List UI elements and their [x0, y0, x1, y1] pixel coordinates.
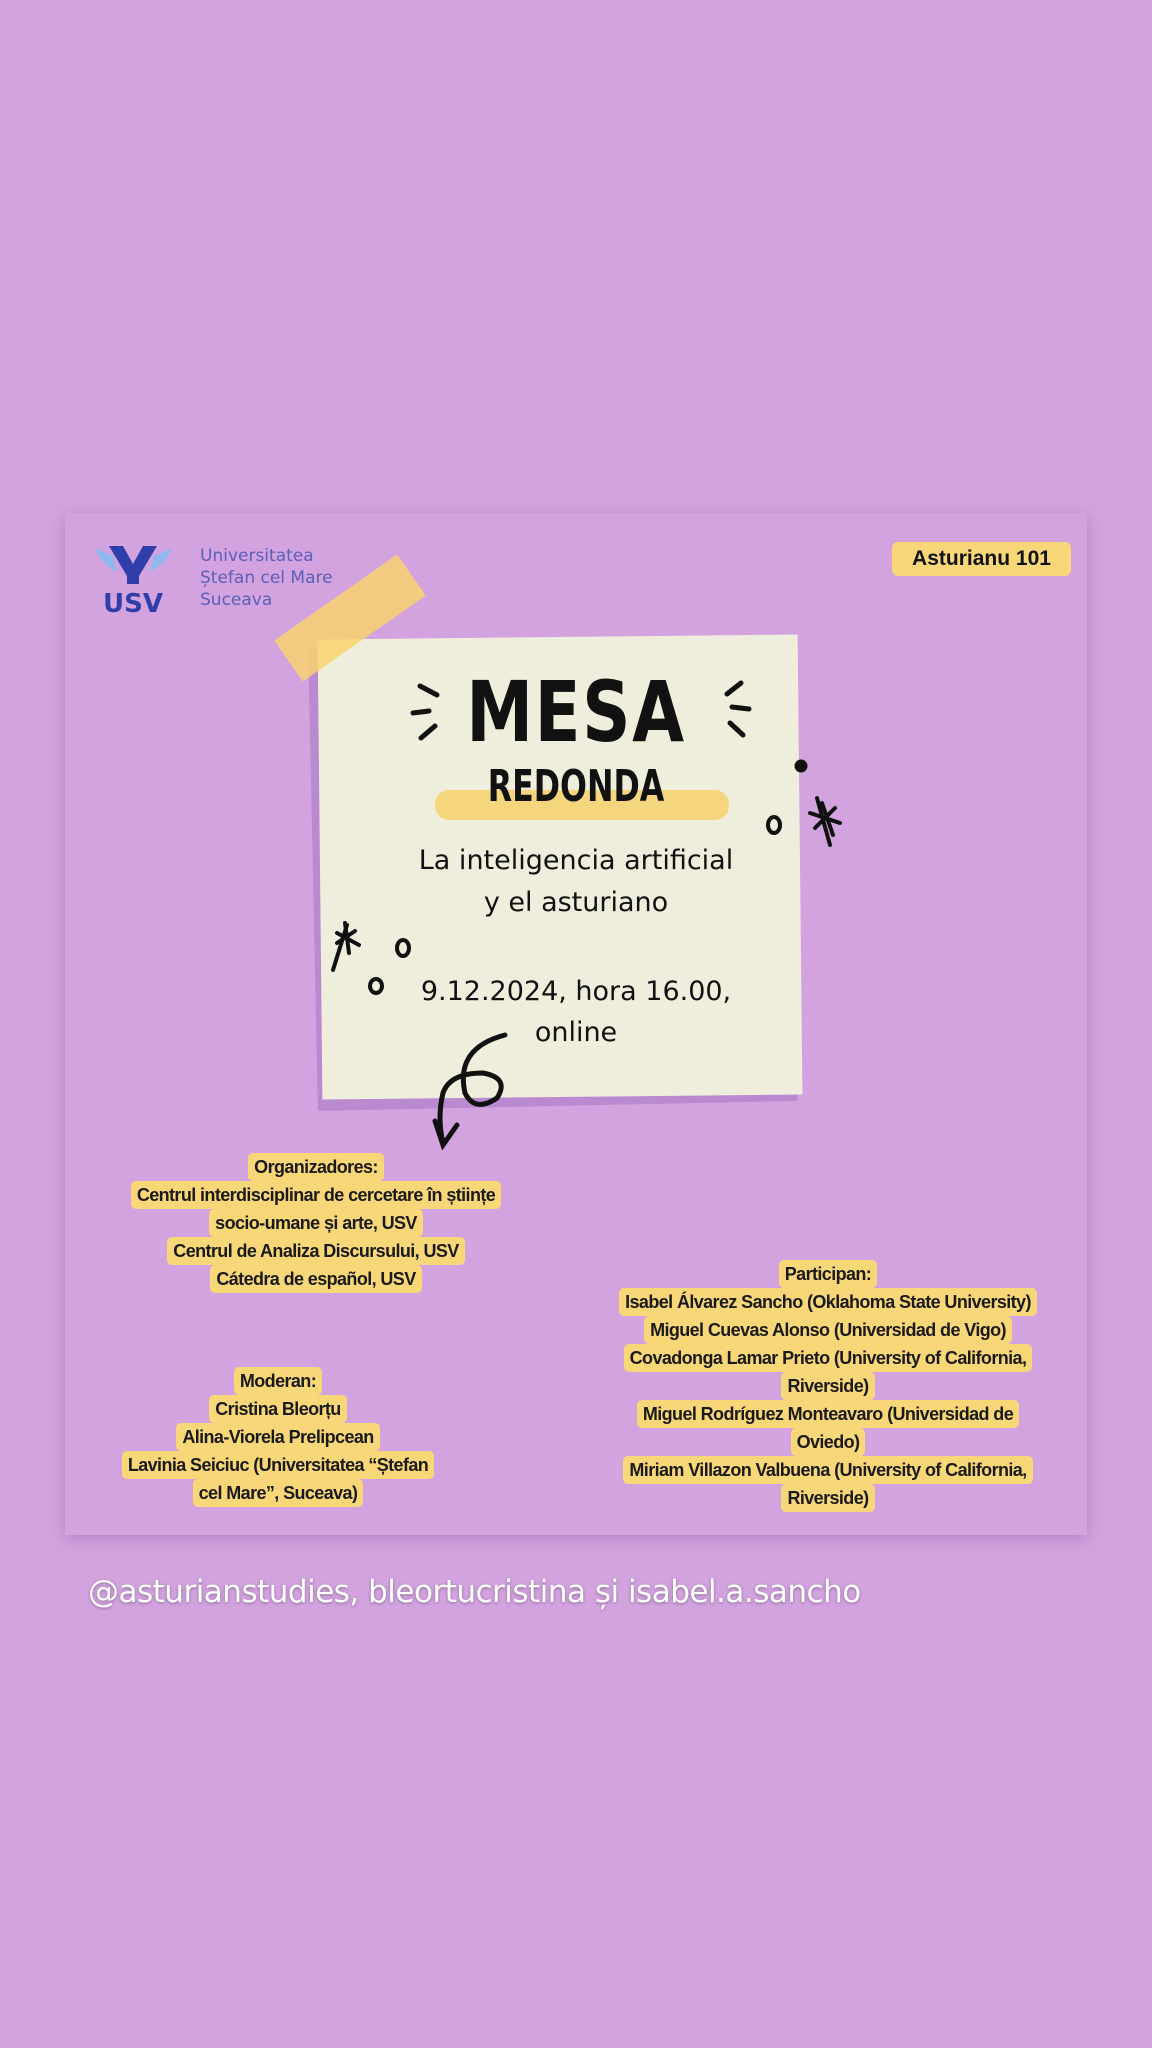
- participant-line: Miguel Rodríguez Monteavaro (Universidad de: [637, 1400, 1019, 1428]
- participants-section: [565, 1260, 1091, 1512]
- circle-doodle-icon: [397, 940, 409, 956]
- moderator-line: Lavinia Seiciuc (Universitatea “Ștefan: [122, 1451, 434, 1479]
- event-topic-line: y el asturiano: [483, 887, 669, 918]
- curly-arrow-icon: [435, 1035, 505, 1145]
- university-name-line: Ștefan cel Mare: [200, 568, 333, 588]
- organizers-heading: Organizadores:: [248, 1153, 384, 1181]
- participant-line: Miguel Cuevas Alonso (Universidad de Vigo): [644, 1316, 1012, 1344]
- organizer-line: Centrul de Analiza Discursului, USV: [167, 1237, 464, 1265]
- participant-line: Covadonga Lamar Prieto (University of California,: [624, 1344, 1033, 1372]
- event-mode: online: [534, 1017, 618, 1048]
- moderators-heading: Moderan:: [234, 1367, 322, 1395]
- participant-line: Riverside): [781, 1372, 874, 1400]
- participant-line: Miriam Villazon Valbuena (University of California,: [623, 1456, 1032, 1484]
- moderator-line: Cristina Bleorțu: [209, 1395, 346, 1423]
- circle-doodle-icon: [768, 817, 780, 833]
- participant-line: Isabel Álvarez Sancho (Oklahoma State University): [619, 1288, 1037, 1316]
- participant-line: Oviedo): [791, 1428, 866, 1456]
- burst-left-icon: [413, 686, 437, 738]
- university-name-line: Universitatea: [200, 546, 314, 566]
- event-date: 9.12.2024, hora 16.00,: [420, 976, 732, 1007]
- series-badge: Asturianu 101: [892, 542, 1071, 576]
- moderators-section: [75, 1367, 481, 1507]
- event-subtitle: REDONDA: [487, 761, 665, 812]
- event-poster: [65, 513, 1087, 1535]
- sparkle-icon: [333, 923, 359, 970]
- dot-icon: [797, 762, 805, 770]
- moderator-line: cel Mare”, Suceava): [193, 1479, 364, 1507]
- organizer-line: socio-umane și arte, USV: [209, 1209, 423, 1237]
- university-name-line: Suceava: [200, 590, 273, 610]
- organizer-line: Centrul interdisciplinar de cercetare în științe: [131, 1181, 501, 1209]
- doodle-decorations: [65, 513, 1087, 1213]
- event-title: MESA: [466, 663, 686, 761]
- participants-heading: Participan:: [779, 1260, 877, 1288]
- organizer-line: Cátedra de español, USV: [210, 1265, 421, 1293]
- svg-text:USV: USV: [103, 589, 163, 614]
- sparkle-icon: [810, 798, 840, 845]
- event-topic-line: La inteligencia artificial: [418, 845, 734, 876]
- participant-line: Riverside): [781, 1484, 874, 1512]
- burst-right-icon: [727, 683, 749, 735]
- story-mentions-caption[interactable]: @asturianstudies, bleortucristina și isabel.a.sancho: [88, 1574, 861, 1610]
- moderator-line: Alina-Viorela Prelipcean: [176, 1423, 379, 1451]
- circle-doodle-icon: [370, 979, 382, 993]
- organizers-section: [85, 1153, 547, 1293]
